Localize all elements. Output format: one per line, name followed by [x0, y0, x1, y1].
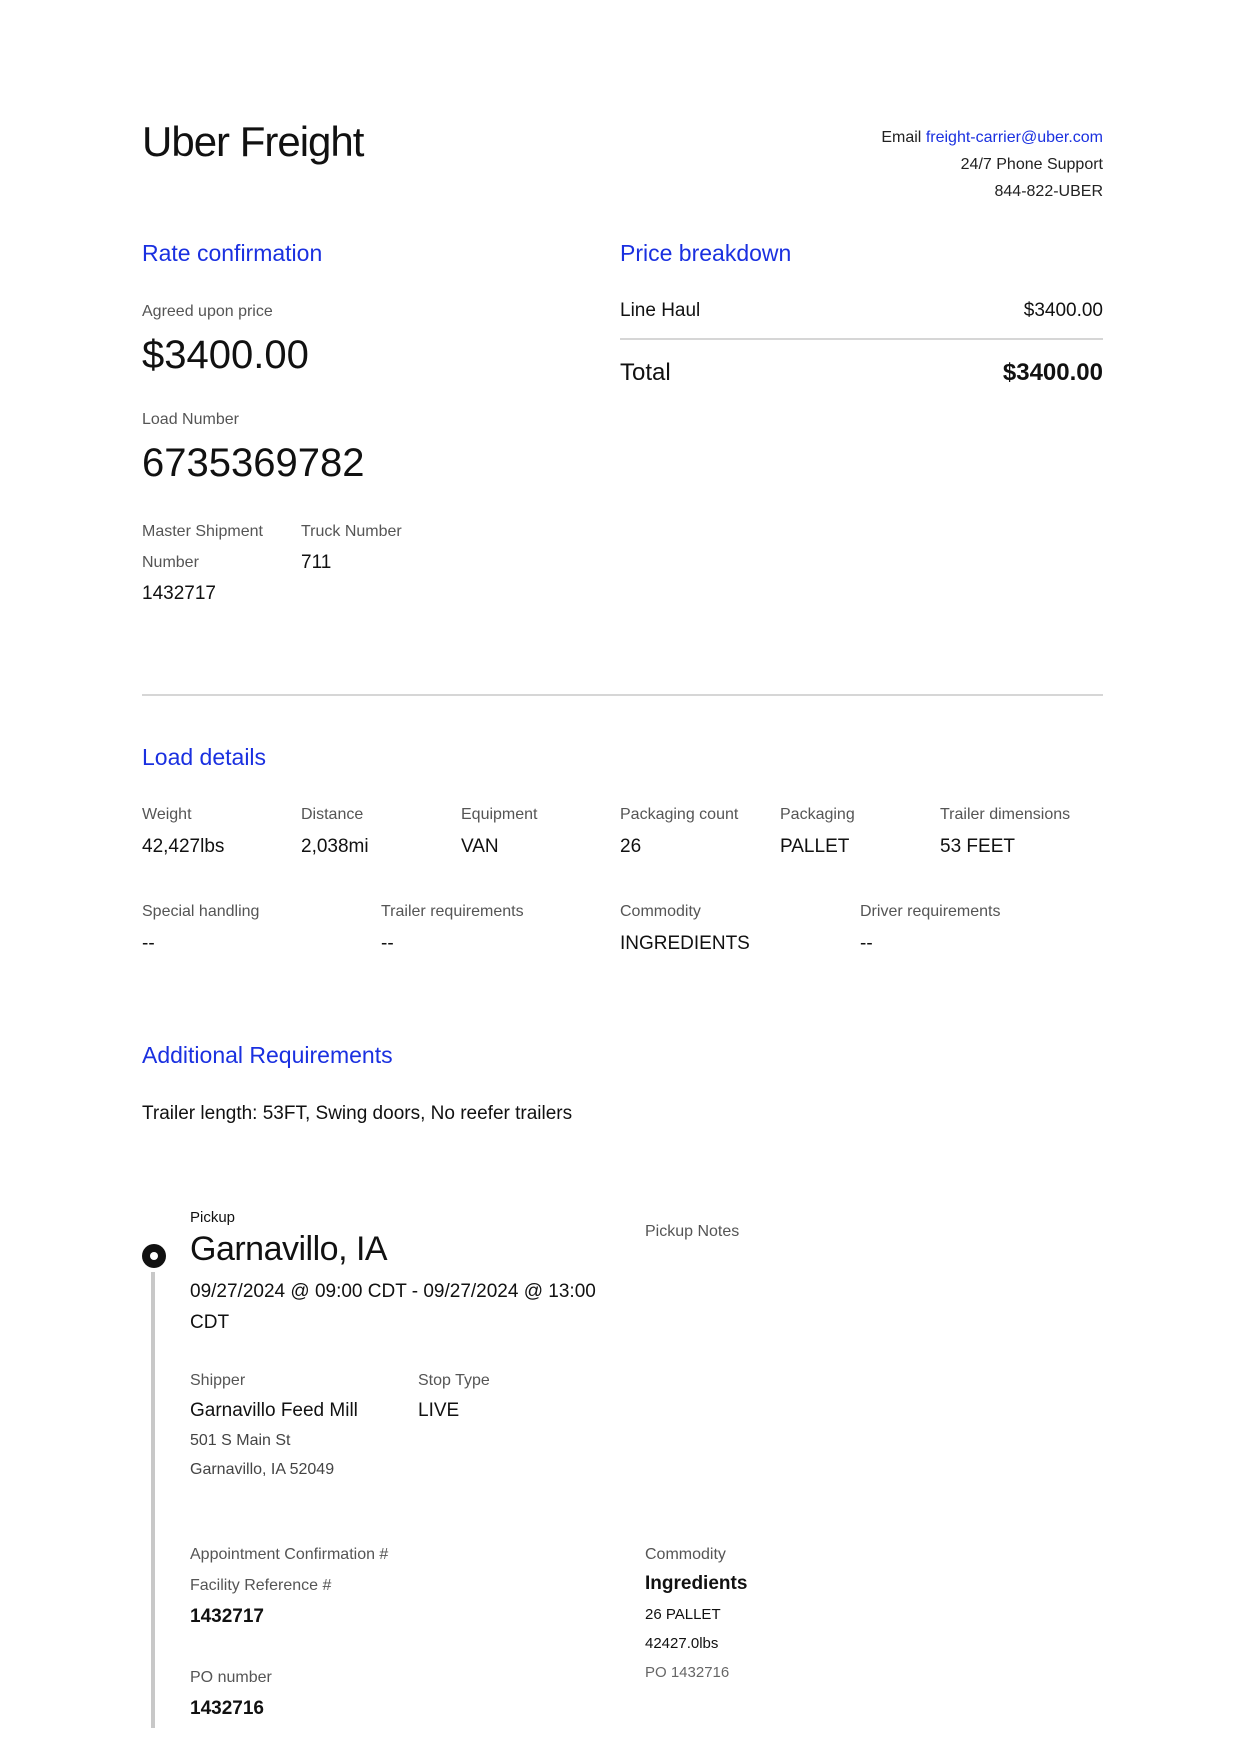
- distance-label: Distance: [301, 806, 364, 823]
- agreed-price-value: $3400.00: [142, 333, 309, 377]
- po-number-value: 1432716: [190, 1698, 264, 1719]
- shipper-label: Shipper: [190, 1372, 246, 1389]
- line-haul-value: $3400.00: [1023, 300, 1103, 321]
- master-shipment-value: 1432717: [142, 583, 216, 604]
- special-handling-label: Special handling: [142, 903, 260, 920]
- pickup-commodity-po: PO 1432716: [645, 1664, 730, 1681]
- phone-support-label: 24/7 Phone Support: [960, 156, 1103, 173]
- price-divider: [620, 338, 1103, 340]
- commodity-value: INGREDIENTS: [620, 933, 750, 954]
- pickup-commodity-name: Ingredients: [645, 1573, 748, 1594]
- facility-reference-value: 1432717: [190, 1606, 264, 1627]
- equipment-value: VAN: [461, 836, 499, 857]
- trailer-dimensions-label: Trailer dimensions: [940, 806, 1071, 823]
- rate-confirmation-title: Rate confirmation: [142, 240, 323, 266]
- driver-requirements-value: --: [860, 933, 873, 954]
- packaging-label: Packaging: [780, 806, 855, 823]
- additional-requirements-title: Additional Requirements: [142, 1042, 393, 1068]
- trailer-dimensions-value: 53 FEET: [940, 836, 1015, 857]
- email-link[interactable]: freight-carrier@uber.com: [925, 129, 1103, 146]
- stop-type-value: LIVE: [418, 1400, 460, 1421]
- email-line: [881, 129, 1103, 147]
- uber-freight-logo: Uber Freight: [142, 118, 364, 165]
- master-shipment-label: Master Shipment: [142, 523, 263, 540]
- packaging-count-label: Packaging count: [620, 806, 739, 823]
- weight-value: 42,427lbs: [142, 836, 225, 857]
- stop-type-label: Stop Type: [418, 1372, 490, 1389]
- shipper-name: Garnavillo Feed Mill: [190, 1400, 358, 1421]
- load-number-label: Load Number: [142, 411, 239, 428]
- truck-number-value: 711: [301, 552, 332, 573]
- special-handling-value: --: [142, 933, 155, 954]
- pickup-commodity-count: 26 PALLET: [645, 1606, 721, 1623]
- line-haul-label: Line Haul: [620, 300, 701, 321]
- section-divider: [142, 694, 1103, 696]
- po-number-label: PO number: [190, 1669, 272, 1686]
- packaging-value: PALLET: [780, 836, 850, 857]
- pickup-city: Garnavillo, IA: [190, 1230, 388, 1268]
- shipper-address-line-2: Garnavillo, IA 52049: [190, 1461, 335, 1478]
- phone-number: 844-822-UBER: [994, 183, 1103, 200]
- pickup-commodity-label: Commodity: [645, 1546, 726, 1563]
- trailer-requirements-label: Trailer requirements: [381, 903, 524, 920]
- price-breakdown-title: Price breakdown: [620, 240, 792, 266]
- email-label: Email: [881, 129, 922, 146]
- timeline-line: [151, 1272, 155, 1728]
- total-value: $3400.00: [1002, 359, 1103, 386]
- load-details-title: Load details: [142, 744, 267, 770]
- pickup-tag: Pickup: [190, 1209, 236, 1226]
- pickup-notes-label: Pickup Notes: [645, 1223, 740, 1240]
- pickup-window-cont: CDT: [190, 1312, 230, 1333]
- master-shipment-label-2: Number: [142, 554, 199, 571]
- shipper-address-line-1: 501 S Main St: [190, 1432, 291, 1449]
- driver-requirements-label: Driver requirements: [860, 903, 1001, 920]
- pickup-window: 09/27/2024 @ 09:00 CDT - 09/27/2024 @ 13:00: [190, 1281, 596, 1302]
- pickup-marker-icon: [142, 1244, 166, 1268]
- pickup-commodity-weight: 42427.0lbs: [645, 1635, 719, 1652]
- packaging-count-value: 26: [620, 836, 642, 857]
- additional-requirements-text: Trailer length: 53FT, Swing doors, No reefer trailers: [142, 1103, 573, 1124]
- distance-value: 2,038mi: [301, 836, 369, 857]
- load-number-value: 6735369782: [142, 441, 365, 485]
- total-label: Total: [620, 359, 671, 386]
- equipment-label: Equipment: [461, 806, 538, 823]
- agreed-price-label: Agreed upon price: [142, 303, 273, 320]
- appointment-confirmation-label: Appointment Confirmation #: [190, 1546, 389, 1563]
- trailer-requirements-value: --: [381, 933, 394, 954]
- truck-number-label: Truck Number: [301, 523, 402, 540]
- facility-reference-label: Facility Reference #: [190, 1577, 332, 1594]
- commodity-label: Commodity: [620, 903, 701, 920]
- weight-label: Weight: [142, 806, 192, 823]
